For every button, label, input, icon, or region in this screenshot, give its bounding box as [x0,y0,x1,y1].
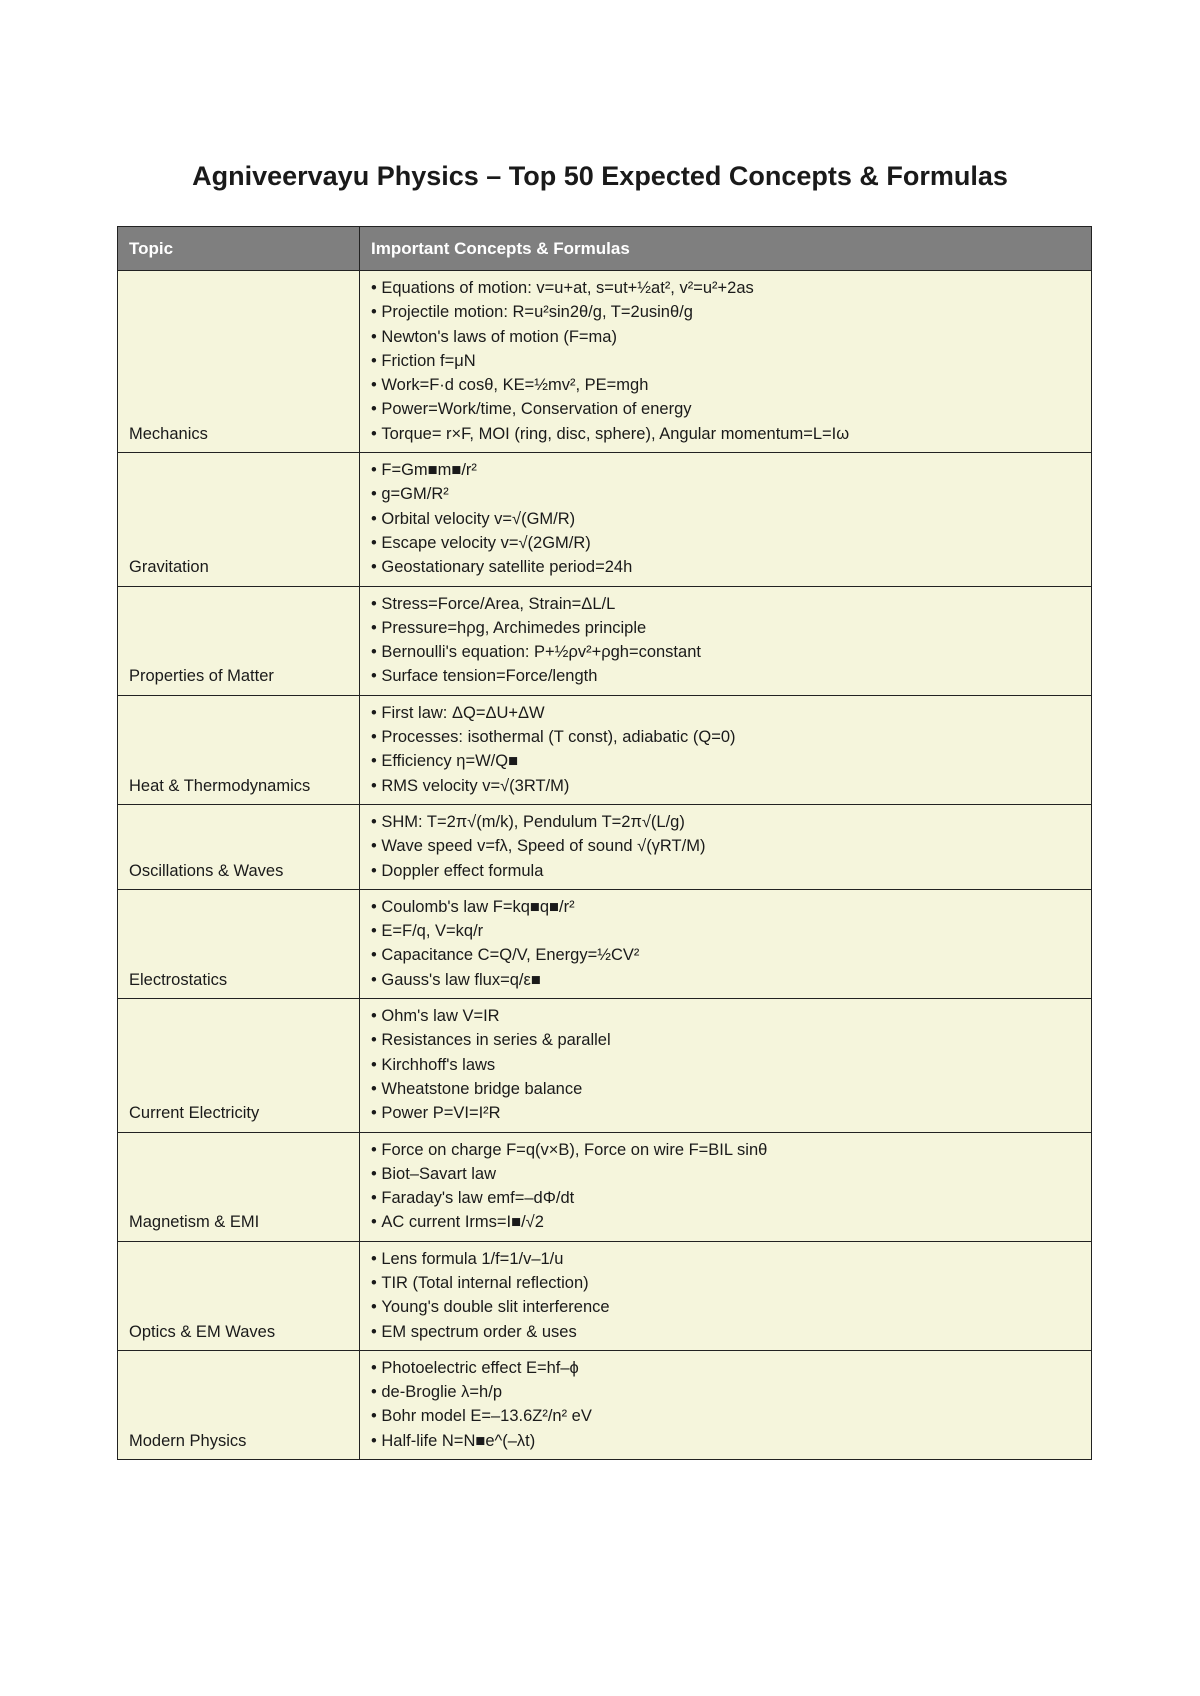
formula-item: • Kirchhoff's laws [371,1053,1080,1077]
formula-item: • Ohm's law V=IR [371,1004,1080,1028]
formula-item: • Faraday's law emf=–dΦ/dt [371,1186,1080,1210]
formula-item: • RMS velocity v=√(3RT/M) [371,774,1080,798]
formula-item: • Torque= r×F, MOI (ring, disc, sphere), Angular momentum=L=Iω [371,422,1080,446]
table-row [118,586,1092,695]
formula-item: • Pressure=hρg, Archimedes principle [371,616,1080,640]
formula-item: • Young's double slit interference [371,1295,1080,1319]
formula-item: • Equations of motion: v=u+at, s=ut+½at², v²=u²+2as [371,276,1080,300]
formula-item: • Bohr model E=–13.6Z²/n² eV [371,1404,1080,1428]
formula-item: • Power=Work/time, Conservation of energy [371,397,1080,421]
formula-item: • Work=F·d cosθ, KE=½mv², PE=mgh [371,373,1080,397]
formula-list [371,592,1080,689]
formula-item: • TIR (Total internal reflection) [371,1271,1080,1295]
topic-cell: Optics & EM Waves [118,1241,360,1350]
topic-cell: Gravitation [118,453,360,586]
formulas-cell [360,586,1092,695]
document-title: Agniveervayu Physics – Top 50 Expected Concepts & Formulas [192,161,1008,191]
formula-item: • Wheatstone bridge balance [371,1077,1080,1101]
formula-list [371,1356,1080,1453]
formula-list [371,276,1080,446]
formula-item: • E=F/q, V=kq/r [371,919,1080,943]
formula-item: • g=GM/R² [371,482,1080,506]
formula-item: • Force on charge F=q(v×B), Force on wire F=BIL sinθ [371,1138,1080,1162]
formulas-cell [360,999,1092,1132]
formulas-cell [360,1241,1092,1350]
formulas-cell [360,695,1092,804]
formulas-cell [360,271,1092,453]
formulas-cell [360,804,1092,889]
formula-list [371,458,1080,579]
formula-item: • Orbital velocity v=√(GM/R) [371,507,1080,531]
topic-cell: Heat & Thermodynamics [118,695,360,804]
topic-cell: Oscillations & Waves [118,804,360,889]
formula-item: • Biot–Savart law [371,1162,1080,1186]
formula-item: • Capacitance C=Q/V, Energy=½CV² [371,943,1080,967]
formula-list [371,1004,1080,1125]
table-body [118,271,1092,1460]
table-row [118,695,1092,804]
formula-list [371,1138,1080,1235]
header-formulas: Important Concepts & Formulas [360,227,1092,271]
formula-item: • Doppler effect formula [371,859,1080,883]
formula-list [371,895,1080,992]
formula-item: • First law: ΔQ=ΔU+ΔW [371,701,1080,725]
formula-list [371,701,1080,798]
formula-item: • Power P=VI=I²R [371,1101,1080,1125]
topic-cell: Electrostatics [118,889,360,998]
table-row [118,804,1092,889]
topic-cell: Modern Physics [118,1350,360,1459]
formula-item: • Geostationary satellite period=24h [371,555,1080,579]
formulas-cell [360,889,1092,998]
table-row [118,1132,1092,1241]
table-row [118,453,1092,586]
table-row [118,1241,1092,1350]
formula-item: • Friction f=μN [371,349,1080,373]
formula-item: • Surface tension=Force/length [371,664,1080,688]
formula-item: • EM spectrum order & uses [371,1320,1080,1344]
formula-item: • SHM: T=2π√(m/k), Pendulum T=2π√(L/g) [371,810,1080,834]
formula-item: • Resistances in series & parallel [371,1028,1080,1052]
table-row [118,889,1092,998]
formulas-cell [360,1132,1092,1241]
formula-item: • Escape velocity v=√(2GM/R) [371,531,1080,555]
topic-cell: Magnetism & EMI [118,1132,360,1241]
formula-item: • Projectile motion: R=u²sin2θ/g, T=2usinθ/g [371,300,1080,324]
table-row [118,271,1092,453]
formula-item: • Gauss's law flux=q/ε■ [371,968,1080,992]
formulas-cell [360,453,1092,586]
formula-list [371,1247,1080,1344]
formulas-cell [360,1350,1092,1459]
formula-item: • Photoelectric effect E=hf–ϕ [371,1356,1080,1380]
table-row [118,999,1092,1132]
topic-cell: Current Electricity [118,999,360,1132]
topic-cell: Mechanics [118,271,360,453]
topic-cell: Properties of Matter [118,586,360,695]
formula-item: • Bernoulli's equation: P+½ρv²+ρgh=constant [371,640,1080,664]
formula-item: • de-Broglie λ=h/p [371,1380,1080,1404]
formula-list [371,810,1080,883]
header-topic: Topic [118,227,360,271]
formula-item: • Processes: isothermal (T const), adiabatic (Q=0) [371,725,1080,749]
formula-item: • F=Gm■m■/r² [371,458,1080,482]
formula-item: • Half-life N=N■e^(–λt) [371,1429,1080,1453]
formula-item: • AC current Irms=I■/√2 [371,1210,1080,1234]
formula-item: • Efficiency η=W/Q■ [371,749,1080,773]
formula-item: • Newton's laws of motion (F=ma) [371,325,1080,349]
formula-table [117,226,1092,1460]
formula-item: • Stress=Force/Area, Strain=ΔL/L [371,592,1080,616]
table-header-row [118,227,1092,271]
formula-item: • Lens formula 1/f=1/v–1/u [371,1247,1080,1271]
table-row [118,1350,1092,1459]
table-header [118,227,1092,271]
formula-item: • Wave speed v=fλ, Speed of sound √(γRT/M) [371,834,1080,858]
formula-item: • Coulomb's law F=kq■q■/r² [371,895,1080,919]
